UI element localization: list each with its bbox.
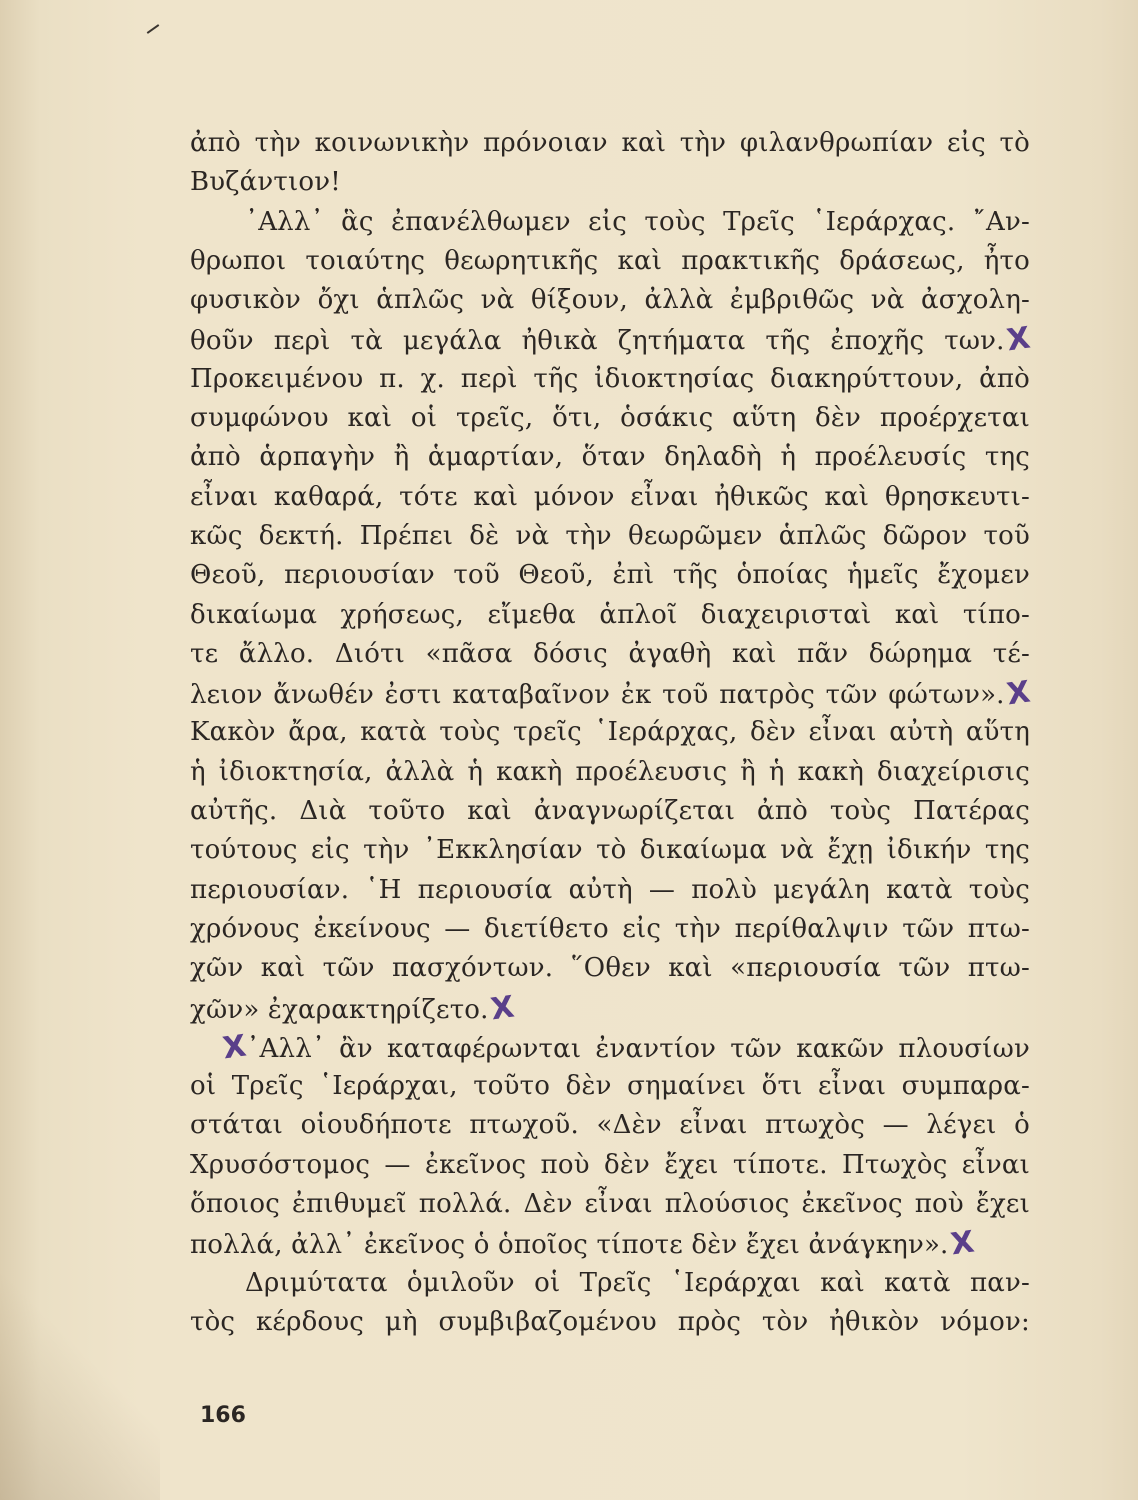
text-segment: θοῦν περὶ τὰ μεγάλα ἠθικὰ ζητήματα τῆς ἐποχῆς των. [190,326,1005,357]
text-line: χῶν καὶ τῶν πασχόντων. ῞Οθεν καὶ «περιουσία τῶν πτω- [190,953,1030,984]
text-line: φυσικὸν ὄχι ἁπλῶς νὰ θίξουν, ἀλλὰ ἐμβριθῶς νὰ ἀσχολη- [190,285,1030,316]
text-line: τὸς κέρδους μὴ συμβιβαζομένου πρὸς τὸν ἠθικὸν νόμον: [190,1306,1030,1337]
text-line [190,989,1030,1028]
text-line: Προκειμένου π. χ. περὶ τῆς ἰδιοκτησίας διακηρύττουν, ἀπὸ [190,363,1030,394]
page-number: 166 [200,1403,246,1428]
text-line: θρωποι τοιαύτης θεωρητικῆς καὶ πρακτικῆς δράσεως, ἦτο [190,245,1030,276]
pen-x-mark: X [1004,674,1033,713]
text-line: αὐτῆς. Διὰ τοῦτο καὶ ἀναγνωρίζεται ἀπὸ τοὺς Πατέρας [190,796,1030,827]
text-line: Χρυσόστομος — ἐκεῖνος ποὺ δὲν ἔχει τίποτε. Πτωχὸς εἶναι [190,1149,1030,1180]
text-segment: λειον ἄνωθέν ἐστι καταβαῖνον ἐκ τοῦ πατρὸς τῶν φώτων». [190,680,1005,711]
text-segment: χῶν» ἐχαρακτηρίζετο. [190,994,489,1025]
text-line: ᾿Αλλ᾿ ἃς ἐπανέλθωμεν εἰς τοὺς Τρεῖς ῾Ιεράρχας. ῎Αν- [245,206,1030,237]
text-line: Κακὸν ἄρα, κατὰ τοὺς τρεῖς ῾Ιεράρχας, δὲν εἶναι αὐτὴ αὕτη [190,717,1030,748]
body-text [190,124,1033,1342]
pen-x-mark: X [1004,321,1033,359]
text-line: εἶναι καθαρά, τότε καὶ μόνον εἶναι ἠθικῶς καὶ θρησκευτι- [190,481,1030,512]
text-segment: πολλά, ἀλλ᾿ ἐκεῖνος ὁ ὁποῖος τίποτε δὲν ἔχει ἀνάγκην». [190,1230,949,1261]
page-shadow [0,1240,160,1500]
text-segment: ᾿Αλλ᾿ ἂν καταφέρωνται ἐναντίον τῶν κακῶν πλουσίων [246,1033,1030,1064]
text-line [190,320,1033,359]
pen-x-mark: X [220,1028,249,1067]
pen-x-mark: X [488,989,517,1027]
text-line: τούτους εἰς τὴν ᾿Εκκλησίαν τὸ δικαίωμα νὰ ἔχῃ ἰδικήν της [190,835,1030,866]
pen-tick-mark [147,24,160,34]
text-line: ἡ ἰδιοκτησία, ἀλλὰ ἡ κακὴ προέλευσις ἢ ἡ κακὴ διαχείρισις [190,756,1030,787]
text-line: κῶς δεκτή. Πρέπει δὲ νὰ τὴν θεωρῶμεν ἁπλῶς δῶρον τοῦ [190,520,1030,551]
text-line [190,1224,1030,1263]
pen-x-mark: X [948,1224,977,1263]
text-line: οἱ Τρεῖς ῾Ιεράρχαι, τοῦτο δὲν σημαίνει ὅτι εἶναι συμπαρα- [190,1071,1030,1102]
text-line: Θεοῦ, περιουσίαν τοῦ Θεοῦ, ἐπὶ τῆς ὁποίας ἡμεῖς ἔχομεν [190,560,1030,591]
text-line: δικαίωμα χρήσεως, εἴμεθα ἁπλοῖ διαχειρισταὶ καὶ τίπο- [190,599,1030,630]
text-line: ἀπὸ τὴν κοινωνικὴν πρόνοιαν καὶ τὴν φιλανθρωπίαν εἰς τὸ [190,128,1030,158]
text-line: χρόνους ἐκείνους — διετίθετο εἰς τὴν περίθαλψιν τῶν πτω- [190,913,1030,944]
text-line: στάται οἱουδήποτε πτωχοῦ. «Δὲν εἶναι πτωχὸς — λέγει ὁ [190,1110,1030,1141]
text-line: Βυζάντιον! [190,167,341,198]
text-line: περιουσίαν. ῾Η περιουσία αὐτὴ — πολὺ μεγάλη κατὰ τοὺς [190,874,1030,905]
text-line: ἀπὸ ἁρπαγὴν ἢ ἁμαρτίαν, ὅταν δηλαδὴ ἡ προέλευσίς της [190,442,1030,473]
text-line [190,674,1033,713]
text-line: ὅποιος ἐπιθυμεῖ πολλά. Δὲν εἶναι πλούσιος ἐκεῖνος ποὺ ἔχει [190,1189,1030,1220]
text-line: συμφώνου καὶ οἱ τρεῖς, ὅτι, ὁσάκις αὕτη δὲν προέρχεται [190,403,1030,434]
text-line: Δριμύτατα ὁμιλοῦν οἱ Τρεῖς ῾Ιεράρχαι καὶ κατὰ παν- [245,1267,1030,1298]
text-line [190,1028,1030,1067]
text-line: τε ἄλλο. Διότι «πᾶσα δόσις ἀγαθὴ καὶ πᾶν δώρημα τέ- [190,638,1030,669]
